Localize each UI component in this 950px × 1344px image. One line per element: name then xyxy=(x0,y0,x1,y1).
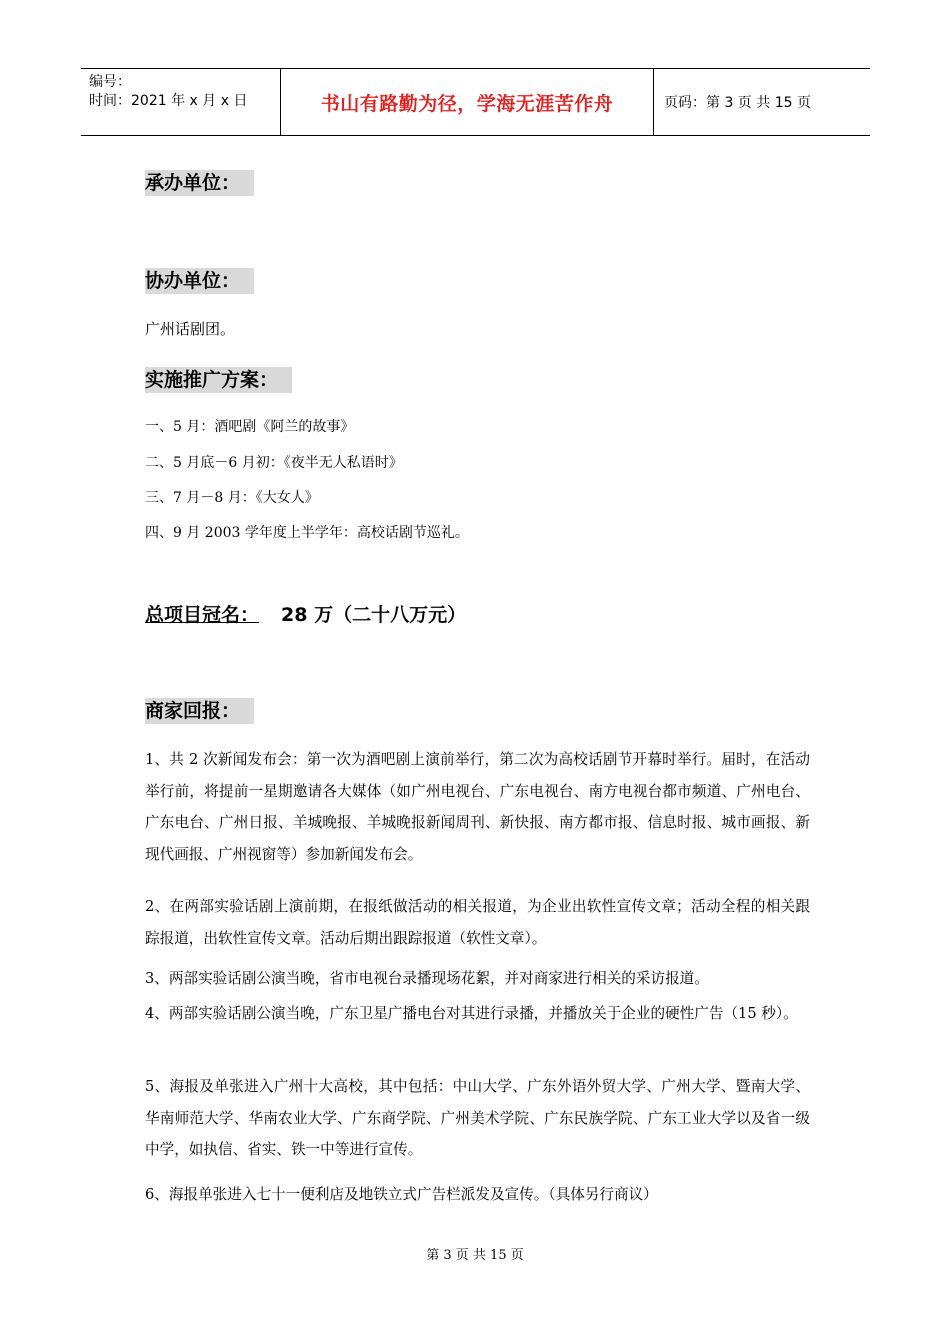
co-organizer-value: 广州话剧团。 xyxy=(145,320,236,338)
plan-item: 四、9 月 2003 学年度上半学年：高校话剧节巡礼。 xyxy=(145,525,469,541)
return-item: 6、海报单张进入七十一便利店及地铁立式广告栏派发及宣传。（具体另行商议） xyxy=(145,1186,658,1203)
header-meta xyxy=(81,69,281,135)
return-item: 2、在两部实验话剧上演前期，在报纸做活动的相关报道，为企业出软性宣传文章；活动全程的相关跟踪报道，出软性宣传文章。活动后期出跟踪报道（软性文章）。 xyxy=(145,898,810,947)
plan-item: 三、7 月－8 月：《大女人》 xyxy=(145,490,319,506)
return-item: 3、两部实验话剧公演当晚，省市电视台录播现场花絮，并对商家进行相关的采访报道。 xyxy=(145,970,709,987)
title-sponsorship xyxy=(145,601,466,629)
sponsor-label: 总项目冠名： xyxy=(145,604,260,626)
co-organizer-title: 协办单位： xyxy=(145,268,254,294)
return-item: 5、海报及单张进入广州十大高校，其中包括：中山大学、广东外语外贸大学、广州大学、暨南大学、华南师范大学、华南农业大学、广东商学院、广州美术学院、广东民族学院、广东工业大学以及省一级中学，如执信、省实、铁一中等进行宣传。 xyxy=(145,1078,810,1158)
return-item: 4、两部实验话剧公演当晚，广东卫星广播电台对其进行录播，并播放关于企业的硬性广告（15 秒）。 xyxy=(145,1005,798,1022)
header-time-label: 时间：2021 年 x 月 x 日 xyxy=(89,93,248,109)
plan-title: 实施推广方案： xyxy=(145,367,292,393)
page-header xyxy=(81,68,870,136)
page-footer: 第 3 页 共 15 页 xyxy=(426,1248,524,1263)
header-motto: 书山有路勤为径，学海无涯苦作舟 xyxy=(281,69,654,135)
header-page-info: 页码：第 3 页 共 15 页 xyxy=(664,95,811,111)
sponsor-value: 28 万（二十八万元） xyxy=(281,604,467,626)
return-item: 1、共 2 次新闻发布会：第一次为酒吧剧上演前举行，第二次为高校话剧节开幕时举行。届时，在活动举行前，将提前一星期邀请各大媒体（如广州电视台、广东电视台、南方电视台都市频道、广州电台、广东电台、广州日报、羊城晚报、羊城晚报新闻周刊、新快报、南方都市报、信息时报、城市画报、新现代画报、广州视窗等）参加新闻发布会。 xyxy=(145,751,810,863)
return-title: 商家回报： xyxy=(145,698,254,724)
plan-item: 一、5 月：酒吧剧《阿兰的故事》 xyxy=(145,419,355,435)
header-number-label: 编号： xyxy=(89,74,131,90)
organizer-title: 承办单位： xyxy=(145,170,254,196)
plan-item: 二、5 月底－6 月初：《夜半无人私语时》 xyxy=(145,455,403,471)
